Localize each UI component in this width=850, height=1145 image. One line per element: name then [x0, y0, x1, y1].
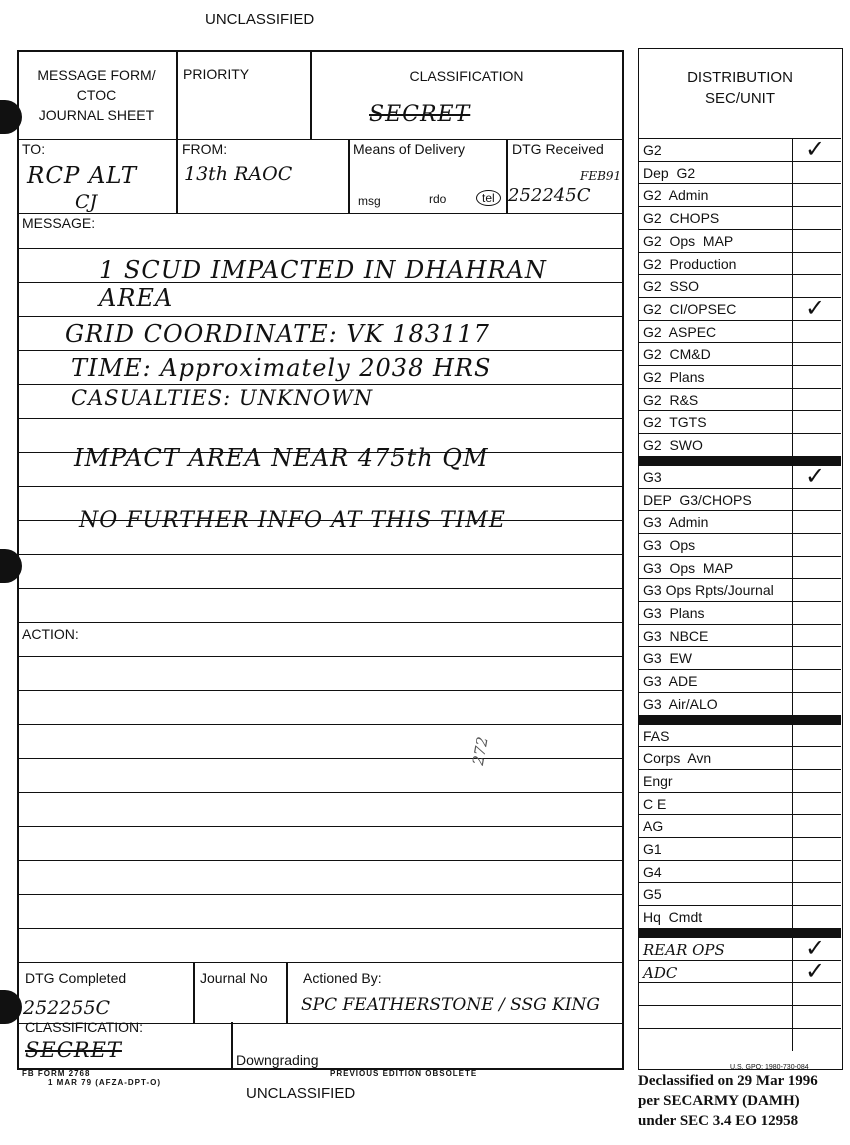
distribution-unit-label: G3 ADE [643, 673, 698, 690]
divider [792, 770, 793, 793]
divider [792, 366, 793, 389]
distribution-row [639, 724, 841, 747]
check-mark-icon: ✓ [805, 293, 826, 322]
distribution-unit-label: REAR OPS [643, 940, 725, 959]
distribution-row [639, 814, 841, 837]
distribution-row [639, 1028, 841, 1051]
means-msg-option: msg [358, 194, 381, 208]
distribution-unit-label: ADC [643, 963, 678, 982]
means-of-delivery-label: Means of Delivery [353, 141, 466, 157]
divider [792, 747, 793, 770]
divider [193, 963, 195, 1023]
distribution-row [639, 769, 841, 792]
divider [792, 534, 793, 557]
divider [792, 883, 793, 906]
distribution-unit-label: Hq Cmdt [643, 909, 703, 926]
distribution-unit-label: DEP G3/CHOPS [643, 491, 752, 508]
distribution-unit-label: G3 EW [643, 650, 693, 667]
distribution-unit-label: AG [643, 818, 664, 835]
means-rdo-option: rdo [429, 192, 447, 206]
distribution-row [639, 365, 841, 388]
distribution-unit-label: G3 Plans [643, 605, 705, 621]
divider [792, 139, 793, 162]
dtg-received-value: 252245C [508, 185, 591, 206]
divider [792, 938, 793, 961]
distribution-unit-label: G2 TGTS [643, 414, 707, 431]
divider [348, 139, 350, 213]
divider [792, 693, 793, 716]
distribution-row [639, 837, 841, 860]
header-row [19, 52, 622, 140]
means-tel-option: tel [476, 190, 501, 206]
message-line: NO FURTHER INFO AT THIS TIME [79, 508, 506, 533]
divider [792, 162, 793, 185]
divider [792, 725, 793, 748]
classification-value: SECRET [369, 102, 471, 127]
divider [792, 511, 793, 534]
distribution-row [639, 982, 841, 1005]
divider [792, 961, 793, 984]
distribution-row [639, 320, 841, 343]
distribution-row [639, 342, 841, 365]
check-mark-icon: ✓ [805, 461, 826, 490]
divider [792, 230, 793, 253]
distribution-unit-label: G3 [643, 468, 662, 485]
distribution-unit-label: G3 Ops Rpts/Journal [643, 582, 774, 599]
message-line: CASUALTIES: UNKNOWN [71, 386, 374, 410]
distribution-row [639, 161, 841, 184]
divider [792, 207, 793, 230]
distribution-unit-label: G2 SWO [643, 437, 703, 454]
distribution-row [639, 669, 841, 692]
divider [792, 793, 793, 816]
distribution-row [639, 293, 841, 322]
distribution-row [639, 556, 841, 579]
distribution-unit-label: G3 Air/ALO [643, 695, 718, 712]
divider [792, 579, 793, 602]
check-mark-icon: ✓ [805, 933, 826, 962]
distribution-row [639, 646, 841, 669]
distribution-row [639, 692, 841, 715]
distribution-unit-label: Corps Avn [643, 750, 712, 767]
divider [310, 52, 312, 139]
classification-label: CLASSIFICATION [409, 68, 524, 84]
distribution-row [639, 624, 841, 647]
distribution-row [639, 905, 841, 928]
divider [792, 411, 793, 434]
actioned-by-value: SPC FEATHERSTONE / SSG KING [301, 995, 601, 1015]
distribution-row [639, 860, 841, 883]
distribution-unit-label: G2 Plans [643, 369, 705, 385]
dtg-received-month: FEB91 [580, 169, 622, 183]
distribution-row [639, 882, 841, 905]
distribution-row [639, 410, 841, 433]
divider [792, 184, 793, 207]
distribution-unit-label: C E [643, 795, 667, 812]
distribution-unit-label: G2 ASPEC [643, 323, 717, 340]
message-line: GRID COORDINATE: VK 183117 [65, 320, 490, 348]
margin-note: 272 [468, 735, 492, 767]
distribution-unit-label: G4 [643, 863, 662, 880]
distribution-row [639, 746, 841, 769]
distribution-group-separator [639, 715, 841, 724]
to-value: RCP ALT [27, 163, 138, 189]
distribution-unit-label: G3 Admin [643, 514, 709, 531]
declassified-stamp-line: per SECARMY (DAMH) [638, 1093, 800, 1109]
distribution-panel [638, 48, 843, 1070]
routing-row [19, 139, 622, 214]
distribution-unit-label: G2 Production [643, 255, 737, 272]
actioned-by-label: Actioned By: [303, 970, 382, 986]
priority-label: PRIORITY [183, 66, 250, 82]
divider [792, 557, 793, 580]
distribution-unit-label: G2 Ops MAP [643, 232, 734, 249]
divider [792, 343, 793, 366]
top-classification-banner: UNCLASSIFIED [205, 11, 315, 28]
divider [792, 647, 793, 670]
distribution-row [639, 792, 841, 815]
distribution-unit-label: Engr [643, 772, 673, 789]
distribution-row [639, 135, 841, 163]
check-mark-icon: ✓ [805, 135, 826, 163]
bottom-classification-banner: UNCLASSIFIED [246, 1085, 356, 1102]
divider [792, 298, 793, 321]
distribution-row [639, 461, 841, 490]
bottom-classification-label: CLASSIFICATION: [25, 1019, 143, 1035]
distribution-unit-label: G2 CM&D [643, 346, 711, 363]
distribution-title: DISTRIBUTION SEC/UNIT [687, 69, 793, 107]
dtg-completed-label: DTG Completed [25, 970, 127, 986]
divider [792, 389, 793, 412]
distribution-row [639, 488, 841, 511]
distribution-unit-label: G5 [643, 886, 662, 903]
divider [792, 1029, 793, 1052]
message-line: 1 SCUD IMPACTED IN DHAHRAN AREA [99, 256, 547, 312]
distribution-unit-label: FAS [643, 727, 670, 744]
form-title: MESSAGE FORM/ CTOC JOURNAL SHEET [37, 67, 156, 123]
divider [792, 625, 793, 648]
dtg-completed-value: 252255C [23, 997, 111, 1019]
divider [176, 52, 178, 139]
divider [792, 434, 793, 457]
distribution-row [639, 1005, 841, 1028]
distribution-unit-label: G2 CI/OPSEC [643, 300, 737, 317]
from-label: FROM: [182, 141, 228, 157]
distribution-unit-label: G2 [643, 142, 662, 158]
from-value: 13th RAOC [184, 163, 293, 185]
divider [231, 1022, 233, 1068]
dtg-received-label: DTG Received [512, 141, 604, 157]
to-label: TO: [22, 141, 46, 157]
distribution-row [639, 252, 841, 275]
action-label: ACTION: [22, 626, 79, 642]
declassified-stamp-line: under SEC 3.4 EO 12958 [638, 1113, 799, 1129]
downgrading-label: Downgrading [236, 1052, 319, 1068]
divider [792, 466, 793, 489]
distribution-unit-label: G2 R&S [643, 391, 699, 408]
divider [792, 838, 793, 861]
distribution-unit-label: G2 SSO [643, 278, 700, 295]
form-date: 1 MAR 79 (AFZA-DPT-O) [48, 1078, 161, 1087]
divider [286, 963, 288, 1023]
distribution-row [639, 183, 841, 206]
distribution-row [639, 533, 841, 556]
message-line: TIME: Approximately 2038 HRS [71, 354, 492, 382]
distribution-row [639, 229, 841, 252]
declassified-stamp-line: Declassified on 29 Mar 1996 [638, 1073, 818, 1089]
form-id: FB FORM 2768 [22, 1069, 91, 1078]
distribution-row [639, 433, 841, 456]
distribution-unit-label: G3 Ops MAP [643, 559, 734, 576]
message-label: MESSAGE: [22, 215, 96, 231]
divider [792, 602, 793, 625]
obsolete-notice: PREVIOUS EDITION OBSOLETE [330, 1069, 478, 1078]
divider [792, 1006, 793, 1029]
divider [792, 275, 793, 298]
distribution-row [639, 578, 841, 601]
divider [792, 253, 793, 276]
divider [792, 861, 793, 884]
distribution-row [639, 601, 841, 624]
divider [792, 906, 793, 929]
divider [176, 139, 178, 213]
gpo-notice: U.S. GPO: 1980-730-084 [730, 1064, 809, 1071]
journal-no-label: Journal No [200, 970, 268, 986]
divider [792, 670, 793, 693]
divider [792, 815, 793, 838]
divider [792, 489, 793, 512]
distribution-unit-label: Dep G2 [643, 164, 696, 181]
distribution-row [639, 388, 841, 411]
message-line: IMPACT AREA NEAR 475th QM [74, 444, 489, 472]
message-form [17, 50, 624, 1070]
bottom-classification-value: SECRET [25, 1038, 122, 1062]
distribution-unit-label: G1 [643, 841, 662, 857]
distribution-row [639, 956, 841, 985]
check-mark-icon: ✓ [805, 956, 826, 985]
distribution-unit-label: G2 Admin [643, 187, 709, 204]
distribution-row [639, 510, 841, 533]
distribution-unit-label: G3 NBCE [643, 627, 709, 644]
completion-row [19, 962, 622, 1024]
distribution-unit-label: G3 Ops [643, 536, 696, 553]
divider [792, 321, 793, 344]
distribution-row [639, 206, 841, 229]
distribution-unit-label: G2 CHOPS [643, 210, 720, 227]
to-value-suffix: CJ [75, 191, 98, 213]
divider [792, 983, 793, 1006]
